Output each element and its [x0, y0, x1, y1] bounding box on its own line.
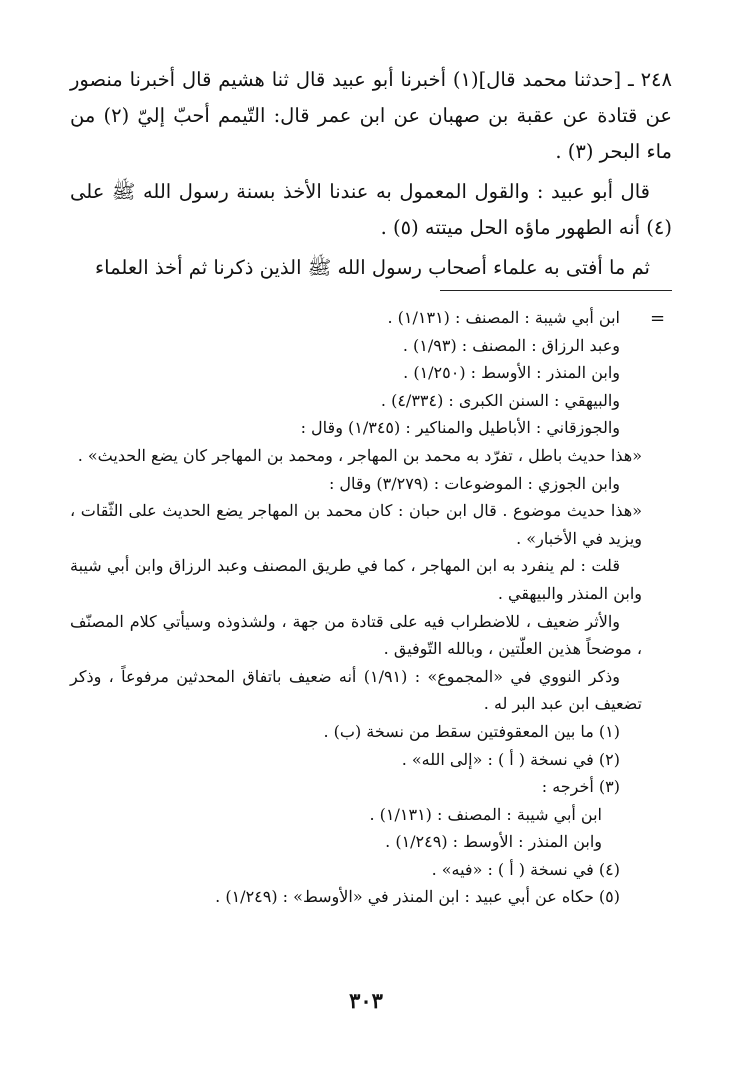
note-line: والبيهقي : السنن الكبرى : (٤/٣٣٤) . — [380, 390, 620, 410]
continuation-mark: = — [650, 308, 666, 329]
note-line: وعبد الرزاق : المصنف : (١/٩٣) . — [402, 335, 620, 355]
note-line: وابن المنذر : الأوسط : (١/٢٥٠) . — [403, 363, 620, 383]
note-paragraph: قلت : لم ينفرد به ابن المهاجر ، كما في طريق المصنف وعبد الرزاق وابن أبي شيبة وابن المنذر والبيهقي . — [70, 556, 642, 603]
note-quote: «هذا حديث موضوع . قال ابن حبان : كان محمد بن المهاجر يضع الحديث على الثّقات ، ويزيد في الأخبار» . — [70, 501, 642, 548]
note-quote: «هذا حديث باطل ، تفرّد به محمد بن المهاجر ، ومحمد بن المهاجر كان يضع الحديث» . — [77, 445, 642, 465]
athar-248: ٢٤٨ ـ [حدثنا محمد قال](١) أخبرنا أبو عبيد قال ثنا هشيم قال أخبرنا منصور عن قتادة عن عقبة بن صهبان عن ابن عمر قال: التّيمم أحبّ إليّ (٢) من ماء البحر (٣) . — [70, 68, 672, 163]
footnote-3-source: وابن المنذر : الأوسط : (١/٢٤٩) . — [385, 832, 602, 852]
main-text — [70, 62, 672, 286]
note-line: ابن أبي شيبة : المصنف : (١/١٣١) . — [387, 308, 620, 327]
note-paragraph: وذكر النووي في «المجموع» : (١/٩١) أنه ضعيف باتفاق المحدثين مرفوعاً ، وذكر تضعيف ابن عبد البر له . — [70, 666, 642, 714]
footnotes-area — [70, 304, 642, 911]
abu-ubaid-comment: قال أبو عبيد : والقول المعمول به عندنا الأخذ بسنة رسول الله ﷺ على (٤) أنه الطهور ماؤه الحل ميتته (٥) . — [70, 180, 672, 239]
footnote-5: (٥) حكاه عن أبي عبيد : ابن المنذر في «الأوسط» : (١/٢٤٩) . — [215, 887, 620, 907]
note-line: والجوزقاني : الأباطيل والمناكير : (١/٣٤٥) وقال : — [300, 418, 620, 438]
footnote-2: (٢) في نسخة ( أ ) : «إلى الله» . — [401, 749, 620, 769]
note-line: وابن الجوزي : الموضوعات : (٣/٢٧٩) وقال : — [328, 473, 620, 493]
footnote-3: (٣) أخرجه : — [541, 777, 620, 797]
footnote-3-source: ابن أبي شيبة : المصنف : (١/١٣١) . — [369, 804, 602, 824]
note-paragraph: والأثر ضعيف ، للاضطراب فيه على قتادة من جهة ، ولشذوذه وسيأتي كلام المصنّف ، موضحاً هذين العلّتين ، وبالله التّوفيق . — [70, 611, 642, 659]
scholars-paragraph: ثم ما أفتى به علماء أصحاب رسول الله ﷺ الذين ذكرنا ثم أخذ العلماء — [95, 256, 650, 279]
footnote-4: (٤) في نسخة ( أ ) : «فيه» . — [431, 859, 620, 879]
footnote-1: (١) ما بين المعقوفتين سقط من نسخة (ب) . — [323, 721, 620, 741]
footnote-separator — [440, 290, 672, 291]
page-number: ٣٠٣ — [349, 988, 383, 1013]
